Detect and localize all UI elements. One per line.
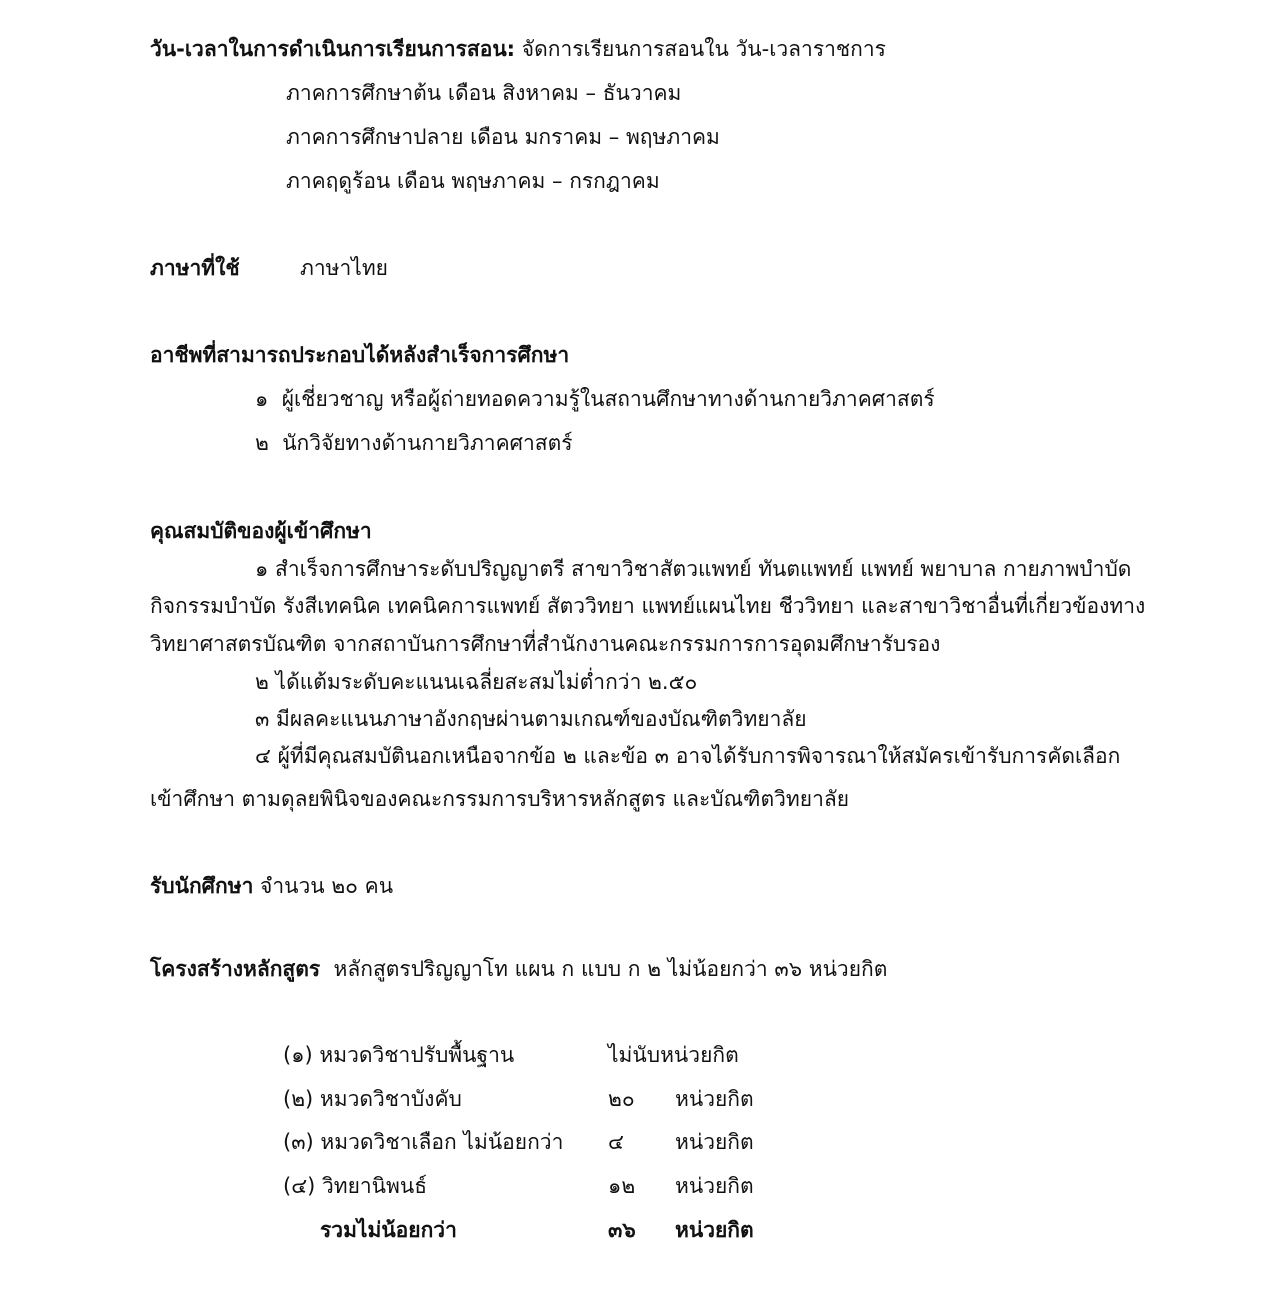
qualifications-heading: คุณสมบัติของผู้เข้าศึกษา — [150, 519, 372, 543]
credit-row-label: (๔) วิทยานิพนธ์ — [283, 1174, 428, 1198]
credit-total-label: รวมไม่น้อยกว่า — [320, 1218, 457, 1242]
credit-row-unit: หน่วยกิต — [675, 1130, 754, 1154]
admission-heading: รับนักศึกษา — [150, 874, 254, 898]
credit-row-credits: ๔ — [608, 1130, 624, 1154]
career-item — [255, 430, 573, 457]
credit-row-credits: ๒๐ — [608, 1087, 635, 1111]
career-item-number: ๒ — [255, 431, 269, 455]
admission-line — [150, 873, 393, 900]
term-summer: ภาคฤดูร้อน เดือน พฤษภาคม – กรกฎาคม — [286, 169, 660, 193]
career-item-text: ผู้เชี่ยวชาญ หรือผู้ถ่ายทอดความรู้ในสถานศึกษาทางด้านกายวิภาคศาสตร์ — [281, 387, 935, 411]
careers-heading: อาชีพที่สามารถประกอบได้หลังสำเร็จการศึกษา — [150, 343, 570, 367]
credit-row-label: (๑) หมวดวิชาปรับพื้นฐาน — [283, 1043, 515, 1067]
qualification-1-line-1: ๑ สำเร็จการศึกษาระดับปริญญาตรี สาขาวิชาสัตวแพทย์ ทันตแพทย์ แพทย์ พยาบาล กายภาพบำบัด — [255, 557, 1132, 581]
credit-row-label: (๓) หมวดวิชาเลือก ไม่น้อยกว่า — [283, 1130, 564, 1154]
qualification-1-line-2: กิจกรรมบำบัด รังสีเทคนิค เทคนิคการแพทย์ สัตววิทยา แพทย์แผนไทย ชีววิทยา และสาขาวิชาอื่นที่เกี่ยวข้องทาง — [150, 594, 1146, 618]
schedule-text: จัดการเรียนการสอนใน วัน-เวลาราชการ — [521, 37, 886, 61]
credit-row-unit: หน่วยกิต — [675, 1174, 754, 1198]
credit-row-credits: ๑๒ — [608, 1174, 636, 1198]
language-value: ภาษาไทย — [300, 256, 388, 280]
career-item-number: ๑ — [255, 387, 269, 411]
credit-row-label: (๒) หมวดวิชาบังคับ — [283, 1087, 462, 1111]
qualification-2: ๒ ได้แต้มระดับคะแนนเฉลี่ยสะสมไม่ต่ำกว่า ๒.๕๐ — [255, 670, 698, 694]
structure-heading: โครงสร้างหลักสูตร — [150, 957, 321, 981]
term-second: ภาคการศึกษาปลาย เดือน มกราคม – พฤษภาคม — [286, 125, 720, 149]
career-item-text: นักวิจัยทางด้านกายวิภาคศาสตร์ — [282, 431, 573, 455]
language-heading: ภาษาที่ใช้ — [150, 256, 240, 280]
admission-text: จำนวน ๒๐ คน — [260, 874, 394, 898]
structure-text: หลักสูตรปริญญาโท แผน ก แบบ ก ๒ ไม่น้อยกว่า ๓๖ หน่วยกิต — [333, 957, 888, 981]
qualification-4-line-2: เข้าศึกษา ตามดุลยพินิจของคณะกรรมการบริหารหลักสูตร และบัณฑิตวิทยาลัย — [150, 787, 850, 811]
qualification-4-line-1: ๔ ผู้ที่มีคุณสมบัตินอกเหนือจากข้อ ๒ และข้อ ๓ อาจได้รับการพิจารณาให้สมัครเข้ารับการคัดเลือก — [255, 744, 1121, 768]
credit-total-unit: หน่วยกิต — [675, 1218, 754, 1242]
schedule-heading: วัน-เวลาในการดำเนินการเรียนการสอน: — [150, 37, 516, 61]
term-first: ภาคการศึกษาต้น เดือน สิงหาคม – ธันวาคม — [286, 81, 682, 105]
structure-line — [150, 956, 887, 983]
schedule-line — [150, 36, 886, 63]
credit-total-credits: ๓๖ — [608, 1218, 636, 1242]
qualification-3: ๓ มีผลคะแนนภาษาอังกฤษผ่านตามเกณฑ์ของบัณฑิตวิทยาลัย — [255, 707, 807, 731]
credit-row-unit: หน่วยกิต — [675, 1087, 754, 1111]
qualification-1-line-3: วิทยาศาสตรบัณฑิต จากสถาบันการศึกษาที่สำนักงานคณะกรรมการการอุดมศึกษารับรอง — [150, 632, 941, 656]
career-item — [255, 386, 935, 413]
credit-row-credits: ไม่นับหน่วยกิต — [608, 1043, 739, 1067]
